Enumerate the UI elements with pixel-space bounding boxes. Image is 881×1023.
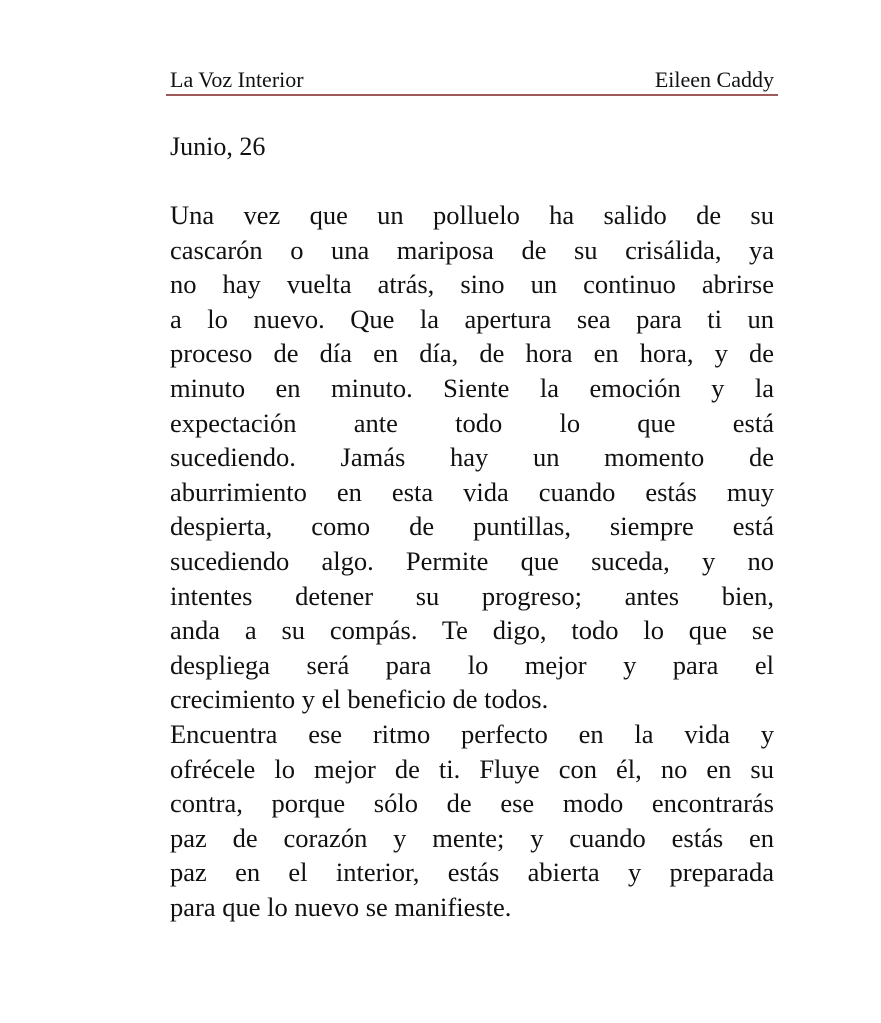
paragraph-1 — [170, 198, 774, 717]
text-line: proceso de día en día, de hora en hora, y de — [170, 338, 774, 369]
entry-date: Junio, 26 — [170, 132, 266, 161]
text-line: contra, porque sólo de ese modo encontrarás — [170, 788, 774, 819]
header-rule — [166, 94, 778, 96]
text-line: Una vez que un polluelo ha salido de su — [170, 200, 774, 230]
text-line: paz de corazón y mente; y cuando estás en — [170, 822, 774, 853]
text-line: paz en el interior, estás abierta y preparada — [170, 857, 774, 888]
running-header — [166, 62, 778, 94]
text-line: a lo nuevo. Que la apertura sea para ti un — [170, 303, 774, 334]
text-line: sucediendo algo. Permite que suceda, y no — [170, 545, 774, 576]
text-line: despierta, como de puntillas, siempre está — [170, 511, 774, 542]
entry-body — [170, 198, 774, 924]
text-line: expectación ante todo lo que está — [170, 407, 774, 438]
text-line: anda a su compás. Te digo, todo lo que se — [170, 615, 774, 646]
author-name: Eileen Caddy — [654, 67, 774, 92]
text-line: Encuentra ese ritmo perfecto en la vida y — [170, 718, 774, 749]
book-title: La Voz Interior — [170, 67, 304, 92]
text-line: cascarón o una mariposa de su crisálida, ya — [170, 234, 774, 265]
text-line: para que lo nuevo se manifieste. — [170, 891, 512, 922]
text-line: sucediendo. Jamás hay un momento de — [170, 442, 774, 473]
text-line: no hay vuelta atrás, sino un continuo abrirse — [170, 269, 774, 300]
text-line: ofrécele lo mejor de ti. Fluye con él, no en su — [170, 753, 774, 784]
text-line: crecimiento y el beneficio de todos. — [170, 684, 549, 715]
text-line: minuto en minuto. Siente la emoción y la — [170, 372, 774, 403]
paragraph-2 — [170, 717, 774, 925]
text-line: intentes detener su progreso; antes bien, — [170, 580, 774, 611]
text-line: despliega será para lo mejor y para el — [170, 649, 774, 680]
text-line: aburrimiento en esta vida cuando estás muy — [170, 476, 774, 507]
